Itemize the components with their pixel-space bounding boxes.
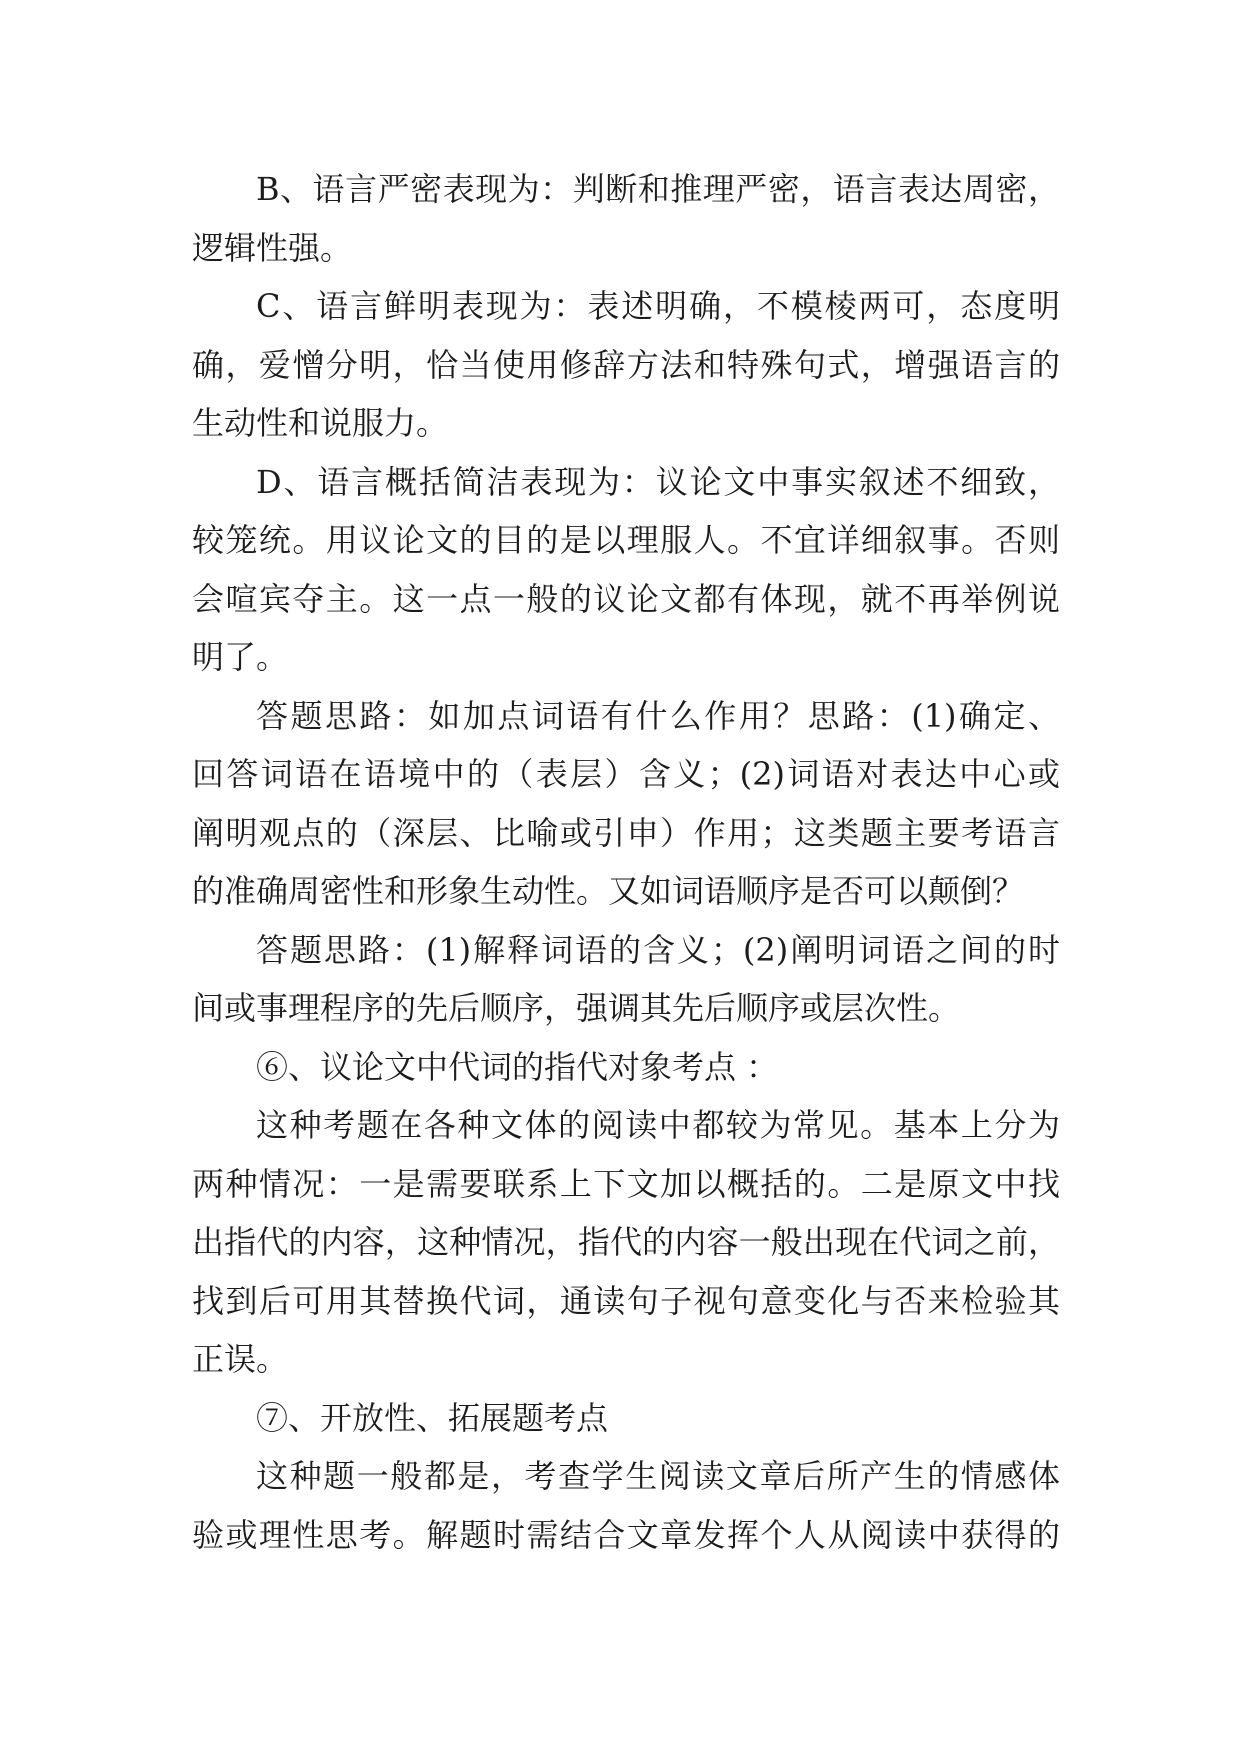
text-line: 正误。 — [192, 1340, 289, 1378]
section-heading-pronoun-reference — [192, 1038, 1060, 1097]
text-line: ⑦、开放性、拓展题考点 — [256, 1398, 609, 1437]
text-line: 确，爱憎分明，恰当使用修辞方法和特殊句式，增强语言的 — [192, 345, 1060, 384]
paragraph-answer-approach-1 — [192, 687, 1060, 921]
paragraph-language-rigor — [192, 160, 1060, 277]
paragraph-answer-approach-2 — [192, 921, 1060, 1038]
text-line: 明了。 — [192, 638, 289, 676]
text-line: 这种题一般都是，考查学生阅读文章后所产生的情感体 — [256, 1457, 1060, 1495]
section-heading-open-questions — [192, 1389, 1060, 1448]
text-line: 验或理性思考。解题时需结合文章发挥个人从阅读中获得的 — [192, 1515, 1060, 1554]
text-line: 回答词语在语境中的（表层）含义；(2)词语对表达中心或 — [192, 755, 1060, 793]
text-line: 答题思路：如加点词语有什么作用？思路：(1)确定、 — [256, 696, 1060, 735]
paragraph-open-questions — [192, 1447, 1060, 1564]
text-line: 答题思路：(1)解释词语的含义；(2)阐明词语之间的时 — [256, 930, 1060, 969]
text-line: 出指代的内容，这种情况，指代的内容一般出现在代词之前， — [192, 1223, 1060, 1261]
text-line: 间或事理程序的先后顺序，强调其先后顺序或层次性。 — [192, 989, 961, 1027]
paragraph-language-concise — [192, 453, 1060, 687]
text-line: C、语言鲜明表现为：表述明确，不模棱两可，态度明 — [256, 287, 1060, 325]
text-line: B、语言严密表现为：判断和推理严密，语言表达周密， — [256, 170, 1060, 208]
text-line: D、语言概括简洁表现为：议论文中事实叙述不细致， — [256, 462, 1060, 501]
text-line: 两种情况：一是需要联系上下文加以概括的。二是原文中找 — [192, 1164, 1060, 1203]
text-line: 会喧宾夺主。这一点一般的议论文都有体现，就不再举例说 — [192, 579, 1060, 618]
text-line: 逻辑性强。 — [192, 228, 353, 267]
text-line: 较笼统。用议论文的目的是以理服人。不宜详细叙事。否则 — [192, 521, 1060, 559]
text-line: 找到后可用其替换代词，通读句子视句意变化与否来检验其 — [192, 1281, 1060, 1320]
text-line: 生动性和说服力。 — [192, 404, 449, 442]
text-line: 的准确周密性和形象生动性。又如词语顺序是否可以颠倒？ — [192, 872, 1025, 910]
text-line: 这种考题在各种文体的阅读中都较为常见。基本上分为 — [256, 1106, 1060, 1144]
paragraph-language-vivid — [192, 277, 1060, 453]
paragraph-pronoun-reference — [192, 1096, 1060, 1389]
document-body — [192, 160, 1060, 1564]
text-line: ⑥、议论文中代词的指代对象考点 ： — [256, 1047, 779, 1086]
text-line: 阐明观点的（深层、比喻或引申）作用；这类题主要考语言 — [192, 813, 1060, 852]
